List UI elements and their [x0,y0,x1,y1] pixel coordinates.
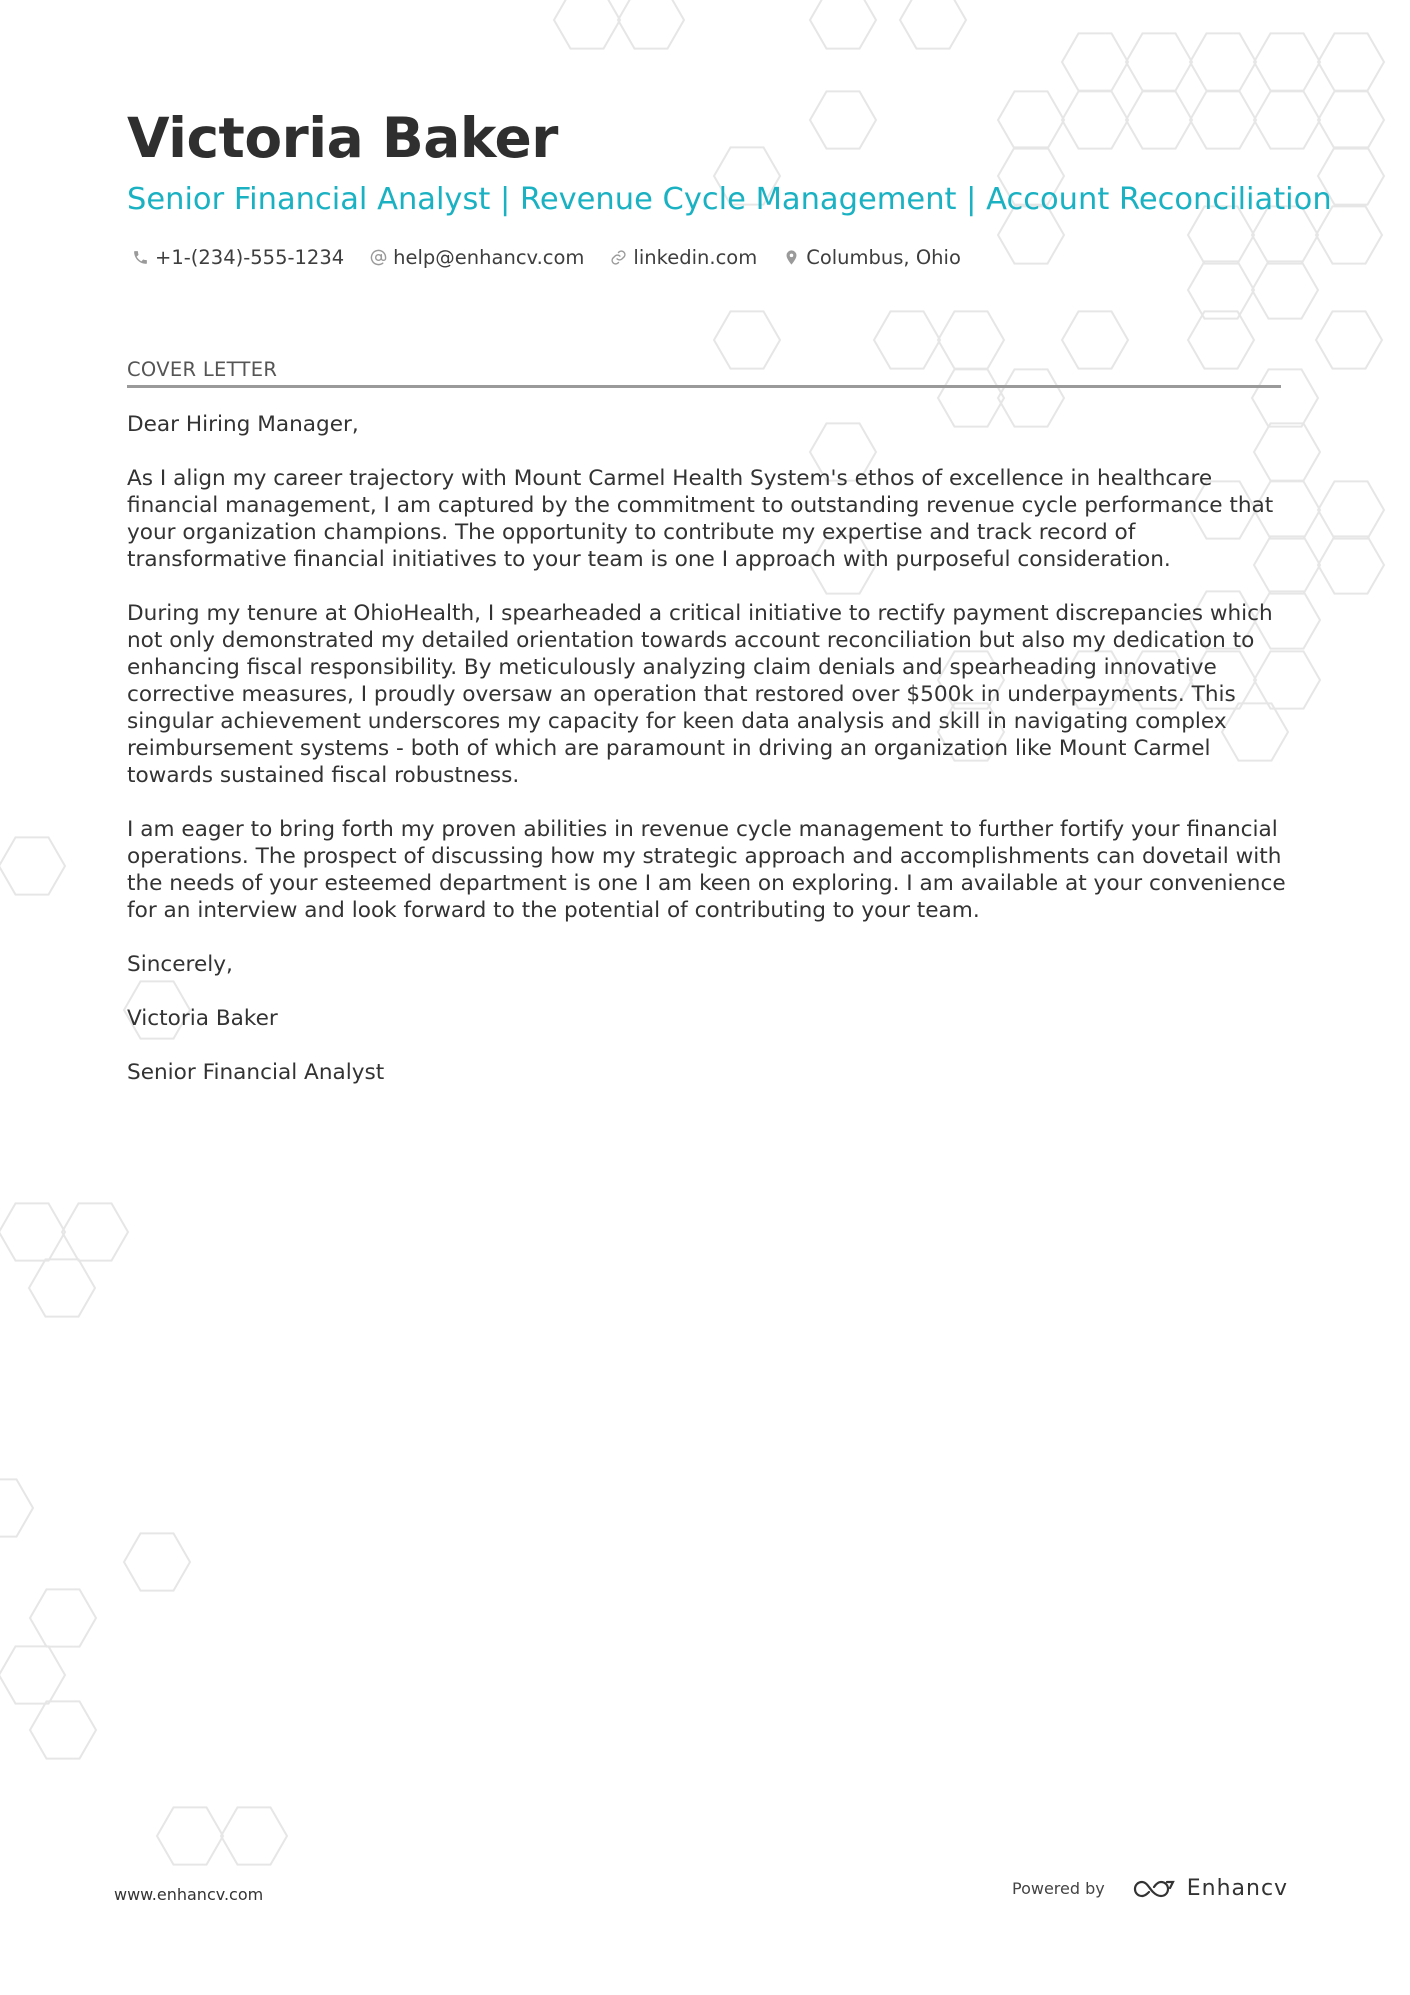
link-text[interactable]: linkedin.com [633,246,758,269]
email-text[interactable]: help@enhancv.com [393,246,585,269]
map-pin-icon [783,249,800,266]
phone-icon [132,249,149,266]
contact-email[interactable] [370,246,584,269]
signature-name: Victoria Baker [127,1006,278,1031]
letter-paragraph: As I align my career trajectory with Mount Carmel Health System's ethos of excellence in healthcare financial management, I am captured by the commitment to outstanding revenue cycle performance that your organization champions. The opportunity to contribute my expertise and track record of transformative financial initiatives to your team is one I approach with purposeful consideration. [127,466,1274,572]
link-icon [610,249,627,266]
signature-title: Senior Financial Analyst [127,1060,385,1085]
contact-bar [132,246,987,269]
footer-website-link[interactable]: www.enhancv.com [114,1885,264,1904]
phone-text: +1-(234)-555-1234 [155,246,345,269]
section-title-cover-letter: COVER LETTER [127,358,1281,388]
brand-name: Enhancv [1186,1876,1289,1901]
letter-closing: Sincerely, [127,952,233,977]
powered-by-label: Powered by [1012,1879,1105,1898]
contact-link[interactable] [610,246,757,269]
letter-paragraph: I am eager to bring forth my proven abilities in revenue cycle management to further fortify your financial operations. The prospect of discussing how my strategic approach and accomplishments can dovetail with the needs of your esteemed department is one I am keen on exploring. I am available at your convenience for an interview and look forward to the potential of contributing to your team. [127,817,1286,923]
letter-greeting: Dear Hiring Manager, [127,412,359,437]
candidate-headline: Senior Financial Analyst | Revenue Cycle Management | Account Reconciliation [127,182,1332,217]
contact-phone [132,246,344,269]
contact-location [783,246,961,269]
candidate-name: Victoria Baker [127,106,558,170]
enhancv-logo-icon [1131,1878,1177,1900]
at-sign-icon [370,249,387,266]
footer-branding[interactable] [1012,1876,1288,1901]
letter-paragraph: During my tenure at OhioHealth, I spearheaded a critical initiative to rectify payment discrepancies which not only demonstrated my detailed orientation towards account reconciliation but also my dedication to enhancing fiscal responsibility. By meticulously analyzing claim denials and spearheading innovative corrective measures, I proudly oversaw an operation that restored over $500k in underpayments. This singular achievement underscores my capacity for keen data analysis and skill in navigating complex reimbursement systems - both of which are paramount in driving an organization like Mount Carmel towards sustained fiscal robustness. [127,601,1273,788]
letter-body [127,411,1287,1113]
location-text: Columbus, Ohio [806,246,961,269]
